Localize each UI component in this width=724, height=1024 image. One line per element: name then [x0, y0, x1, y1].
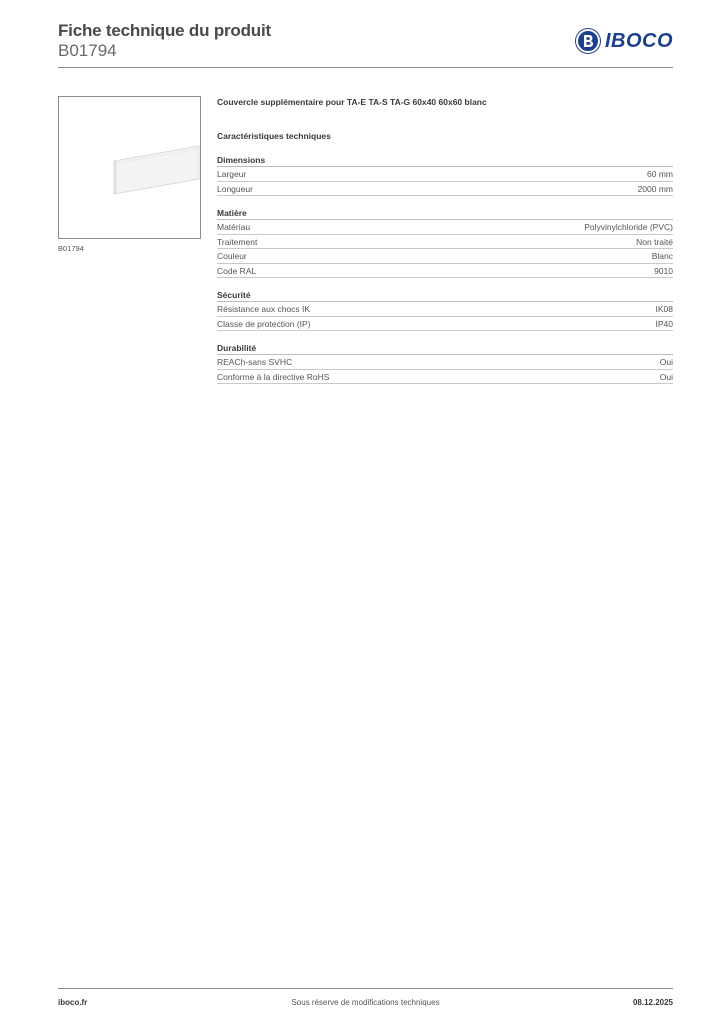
spec-row — [217, 370, 673, 385]
page-title: Fiche technique du produit — [58, 21, 271, 40]
spec-label: Traitement — [217, 236, 258, 247]
product-image — [58, 96, 201, 239]
spec-section — [217, 95, 673, 384]
spec-label: Matériau — [217, 222, 251, 232]
spec-row — [217, 302, 673, 317]
spec-row — [217, 220, 673, 235]
specs-heading: Caractéristiques techniques — [217, 131, 331, 141]
group-title: Dimensions — [217, 154, 673, 167]
footer-divider — [58, 988, 673, 989]
spec-group-dimensions — [217, 154, 673, 196]
spec-row — [217, 317, 673, 332]
spec-row — [217, 264, 673, 279]
spec-group-durability — [217, 342, 673, 384]
spec-value: Oui — [659, 357, 673, 367]
page-footer — [58, 998, 673, 1010]
logo-text: IBOCO — [604, 30, 673, 52]
footer-website-link[interactable]: iboco.fr — [58, 998, 88, 1007]
footer-date: 08.12.2025 — [632, 998, 673, 1007]
spec-row — [217, 167, 673, 182]
spec-value: 9010 — [654, 265, 673, 276]
spec-value: 60 mm — [647, 169, 673, 179]
spec-row — [217, 182, 673, 197]
spec-value: 2000 mm — [637, 183, 673, 194]
group-title: Durabilité — [217, 342, 673, 355]
spec-value: Blanc — [651, 251, 673, 261]
spec-label: Conforme à la directive RoHS — [217, 371, 330, 382]
spec-group-safety — [217, 289, 673, 331]
page-header — [58, 20, 673, 68]
spec-label: Résistance aux chocs IK — [217, 304, 311, 314]
spec-label: Classe de protection (IP) — [217, 318, 311, 329]
spec-label: Largeur — [217, 169, 247, 179]
spec-label: Longueur — [217, 183, 253, 194]
image-caption: B01794 — [58, 244, 84, 253]
spec-group-material — [217, 207, 673, 278]
spec-value: IP40 — [655, 318, 673, 329]
logo-mark-icon — [575, 28, 601, 54]
spec-value: Oui — [659, 371, 673, 382]
group-title: Sécurité — [217, 289, 673, 302]
spec-value: Polyvinylchloride (PVC) — [584, 222, 673, 232]
spec-label: REACh-sans SVHC — [217, 357, 293, 367]
spec-value: IK08 — [655, 304, 673, 314]
spec-label: Code RAL — [217, 265, 257, 276]
product-name: Couvercle supplémentaire pour TA-E TA-S TA-G 60x40 60x60 blanc — [217, 97, 487, 107]
spec-value: Non traité — [636, 236, 673, 247]
group-title: Matière — [217, 207, 673, 220]
product-code: B01794 — [58, 41, 117, 60]
spec-row — [217, 355, 673, 370]
brand-logo — [575, 28, 673, 54]
footer-notice: Sous réserve de modifications techniques — [291, 998, 440, 1007]
spec-label: Couleur — [217, 251, 247, 261]
header-divider — [58, 67, 673, 68]
spec-row — [217, 249, 673, 264]
spec-row — [217, 235, 673, 250]
